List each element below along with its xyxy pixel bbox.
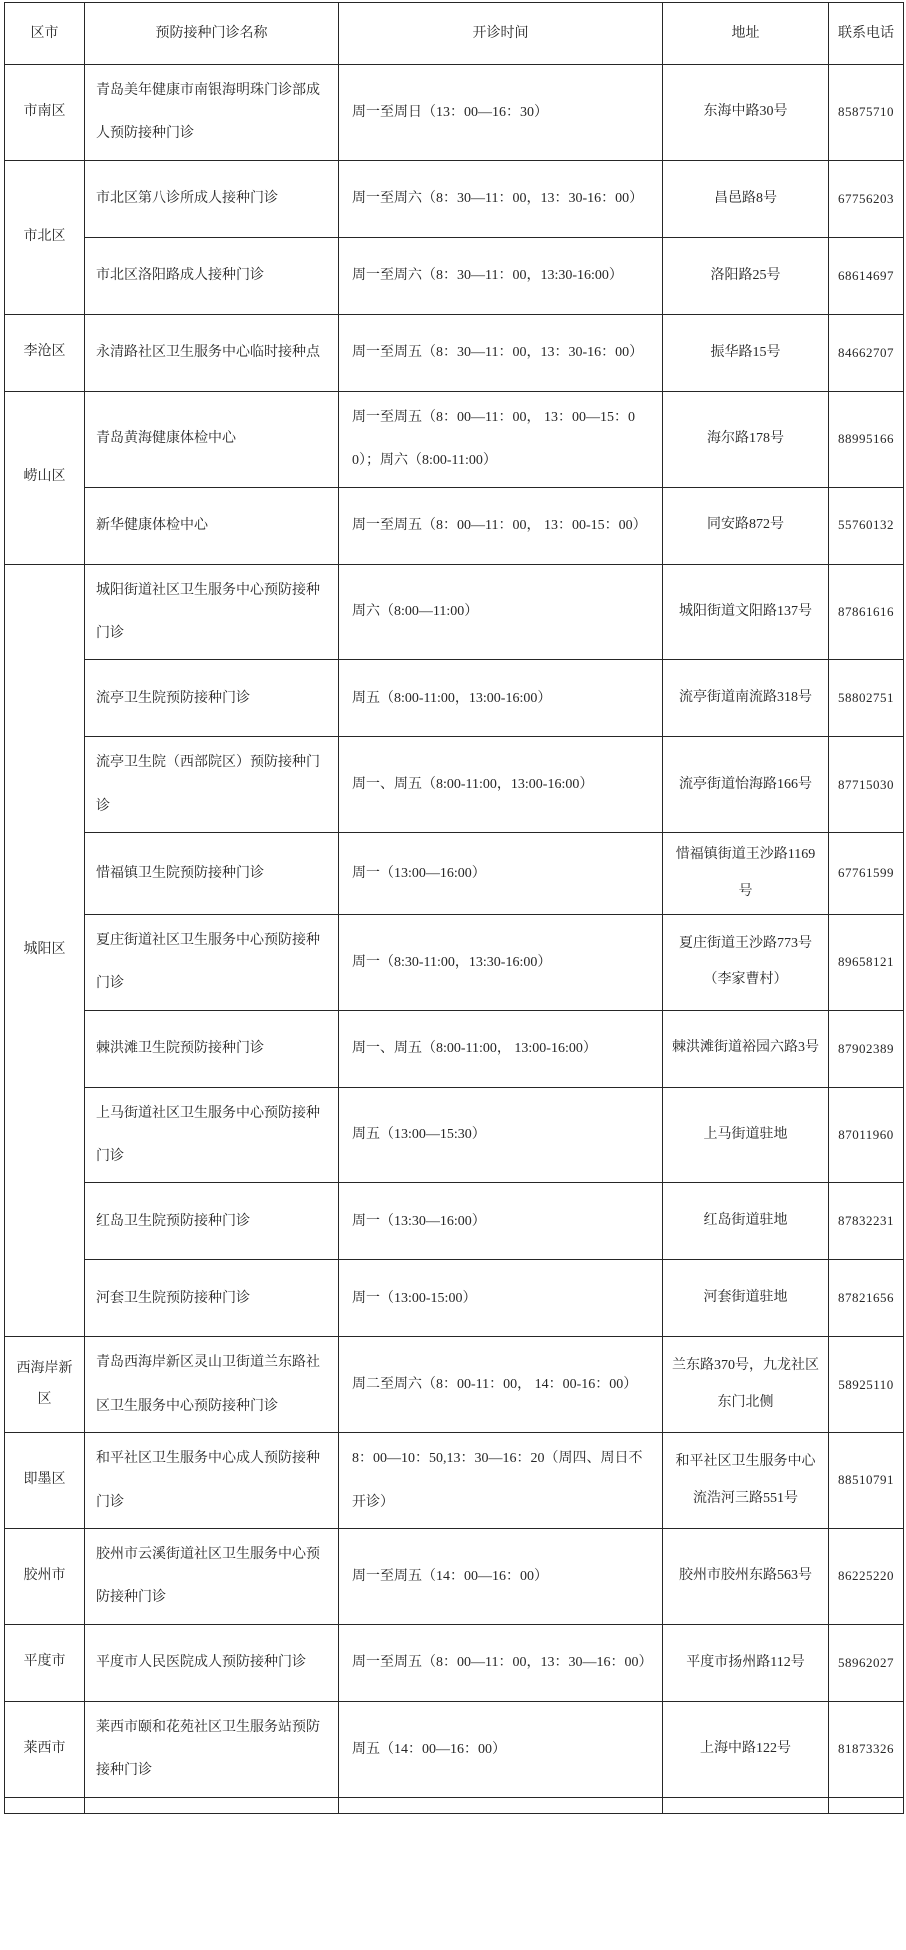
clinic-name-cell: 市北区第八诊所成人接种门诊 bbox=[85, 160, 339, 237]
phone-cell: 58802751 bbox=[829, 660, 904, 737]
clinic-name-cell: 流亭卫生院（西部院区）预防接种门诊 bbox=[85, 737, 339, 833]
district-cell: 市南区 bbox=[5, 65, 85, 161]
header-cell-clinic-name: 预防接种门诊名称 bbox=[85, 3, 339, 65]
hours-cell: 周一（13:30—16:00） bbox=[339, 1183, 663, 1260]
hours-cell: 周一、周五（8:00-11:00， 13:00-16:00） bbox=[339, 1010, 663, 1087]
clinic-name-cell: 惜福镇卫生院预防接种门诊 bbox=[85, 833, 339, 915]
clinic-name-cell: 市北区洛阳路成人接种门诊 bbox=[85, 237, 339, 314]
clinic-name-cell: 和平社区卫生服务中心成人预防接种门诊 bbox=[85, 1433, 339, 1529]
empty-cell bbox=[85, 1797, 339, 1813]
address-cell: 河套街道驻地 bbox=[663, 1260, 829, 1337]
district-cell: 莱西市 bbox=[5, 1701, 85, 1797]
table-row bbox=[5, 391, 904, 487]
clinic-name-cell: 永清路社区卫生服务中心临时接种点 bbox=[85, 314, 339, 391]
hours-cell: 周一至周五（8：00—11：00， 13：00-15：00） bbox=[339, 487, 663, 564]
table-row bbox=[5, 1624, 904, 1701]
address-cell: 上海中路122号 bbox=[663, 1701, 829, 1797]
clinic-name-cell: 流亭卫生院预防接种门诊 bbox=[85, 660, 339, 737]
table-row bbox=[5, 1260, 904, 1337]
table-row bbox=[5, 237, 904, 314]
hours-cell: 周一至周五（8：00—11：00，13：30—16：00） bbox=[339, 1624, 663, 1701]
address-cell: 兰东路370号，九龙社区东门北侧 bbox=[663, 1337, 829, 1433]
phone-cell: 87861616 bbox=[829, 564, 904, 660]
empty-cell bbox=[663, 1797, 829, 1813]
phone-cell: 86225220 bbox=[829, 1529, 904, 1625]
hours-cell: 周一至周五（14：00—16：00） bbox=[339, 1529, 663, 1625]
address-cell: 流亭街道怡海路166号 bbox=[663, 737, 829, 833]
table-row bbox=[5, 65, 904, 161]
header-cell-district: 区市 bbox=[5, 3, 85, 65]
address-cell: 海尔路178号 bbox=[663, 391, 829, 487]
address-cell: 胶州市胶州东路563号 bbox=[663, 1529, 829, 1625]
table-row bbox=[5, 737, 904, 833]
phone-cell: 89658121 bbox=[829, 914, 904, 1010]
clinic-name-cell: 上马街道社区卫生服务中心预防接种门诊 bbox=[85, 1087, 339, 1183]
hours-cell: 周五（13:00—15:30） bbox=[339, 1087, 663, 1183]
table-row bbox=[5, 660, 904, 737]
table-row bbox=[5, 314, 904, 391]
hours-cell: 周一至周五（8：30—11：00，13：30-16：00） bbox=[339, 314, 663, 391]
table-row bbox=[5, 833, 904, 915]
header-cell-phone: 联系电话 bbox=[829, 3, 904, 65]
clinic-name-cell: 红岛卫生院预防接种门诊 bbox=[85, 1183, 339, 1260]
clinic-name-cell: 河套卫生院预防接种门诊 bbox=[85, 1260, 339, 1337]
district-cell: 平度市 bbox=[5, 1624, 85, 1701]
phone-cell: 67761599 bbox=[829, 833, 904, 915]
clinic-name-cell: 青岛西海岸新区灵山卫街道兰东路社区卫生服务中心预防接种门诊 bbox=[85, 1337, 339, 1433]
district-cell: 胶州市 bbox=[5, 1529, 85, 1625]
empty-cell bbox=[829, 1797, 904, 1813]
district-cell: 市北区 bbox=[5, 160, 85, 314]
phone-cell: 87832231 bbox=[829, 1183, 904, 1260]
address-cell: 昌邑路8号 bbox=[663, 160, 829, 237]
empty-cell bbox=[339, 1797, 663, 1813]
district-cell: 西海岸新区 bbox=[5, 1337, 85, 1433]
partial-empty-row bbox=[5, 1797, 904, 1813]
address-cell: 东海中路30号 bbox=[663, 65, 829, 161]
table-row bbox=[5, 1529, 904, 1625]
address-cell: 洛阳路25号 bbox=[663, 237, 829, 314]
phone-cell: 67756203 bbox=[829, 160, 904, 237]
address-cell: 城阳街道文阳路137号 bbox=[663, 564, 829, 660]
address-cell: 平度市扬州路112号 bbox=[663, 1624, 829, 1701]
phone-cell: 58925110 bbox=[829, 1337, 904, 1433]
address-cell: 上马街道驻地 bbox=[663, 1087, 829, 1183]
hours-cell: 周五（14：00—16：00） bbox=[339, 1701, 663, 1797]
hours-cell: 周一至周六（8：30—11：00，13:30-16:00） bbox=[339, 237, 663, 314]
hours-cell: 周一至周日（13：00—16：30） bbox=[339, 65, 663, 161]
phone-cell: 87715030 bbox=[829, 737, 904, 833]
hours-cell: 周六（8:00—11:00） bbox=[339, 564, 663, 660]
hours-cell: 8：00—10：50,13：30—16：20（周四、周日不开诊） bbox=[339, 1433, 663, 1529]
district-cell: 崂山区 bbox=[5, 391, 85, 564]
address-cell: 振华路15号 bbox=[663, 314, 829, 391]
table-row bbox=[5, 914, 904, 1010]
table-row bbox=[5, 1701, 904, 1797]
hours-cell: 周一至周六（8：30—11：00，13：30-16：00） bbox=[339, 160, 663, 237]
phone-cell: 87011960 bbox=[829, 1087, 904, 1183]
address-cell: 红岛街道驻地 bbox=[663, 1183, 829, 1260]
table-row bbox=[5, 160, 904, 237]
clinic-name-cell: 莱西市颐和花苑社区卫生服务站预防接种门诊 bbox=[85, 1701, 339, 1797]
hours-cell: 周一（13:00—16:00） bbox=[339, 833, 663, 915]
table-row bbox=[5, 1433, 904, 1529]
phone-cell: 87821656 bbox=[829, 1260, 904, 1337]
phone-cell: 55760132 bbox=[829, 487, 904, 564]
address-cell: 惜福镇街道王沙路1169号 bbox=[663, 833, 829, 915]
header-cell-hours: 开诊时间 bbox=[339, 3, 663, 65]
district-cell: 李沧区 bbox=[5, 314, 85, 391]
table-row bbox=[5, 487, 904, 564]
table-row bbox=[5, 1183, 904, 1260]
table-row bbox=[5, 1087, 904, 1183]
empty-cell bbox=[5, 1797, 85, 1813]
address-cell: 同安路872号 bbox=[663, 487, 829, 564]
clinic-name-cell: 棘洪滩卫生院预防接种门诊 bbox=[85, 1010, 339, 1087]
table-row bbox=[5, 1010, 904, 1087]
district-cell: 城阳区 bbox=[5, 564, 85, 1337]
header-row bbox=[5, 3, 904, 65]
clinic-name-cell: 青岛黄海健康体检中心 bbox=[85, 391, 339, 487]
phone-cell: 84662707 bbox=[829, 314, 904, 391]
vaccination-clinics-table bbox=[4, 2, 904, 1814]
table-row bbox=[5, 1337, 904, 1433]
address-cell: 和平社区卫生服务中心流浩河三路551号 bbox=[663, 1433, 829, 1529]
phone-cell: 87902389 bbox=[829, 1010, 904, 1087]
clinic-name-cell: 城阳街道社区卫生服务中心预防接种门诊 bbox=[85, 564, 339, 660]
clinic-name-cell: 青岛美年健康市南银海明珠门诊部成人预防接种门诊 bbox=[85, 65, 339, 161]
hours-cell: 周二至周六（8：00-11：00， 14：00-16：00） bbox=[339, 1337, 663, 1433]
address-cell: 夏庄街道王沙路773号（李家曹村） bbox=[663, 914, 829, 1010]
phone-cell: 81873326 bbox=[829, 1701, 904, 1797]
phone-cell: 88995166 bbox=[829, 391, 904, 487]
phone-cell: 85875710 bbox=[829, 65, 904, 161]
phone-cell: 88510791 bbox=[829, 1433, 904, 1529]
hours-cell: 周五（8:00-11:00，13:00-16:00） bbox=[339, 660, 663, 737]
clinic-name-cell: 平度市人民医院成人预防接种门诊 bbox=[85, 1624, 339, 1701]
hours-cell: 周一（13:00-15:00） bbox=[339, 1260, 663, 1337]
table-body bbox=[5, 65, 904, 1814]
table-header bbox=[5, 3, 904, 65]
hours-cell: 周一、周五（8:00-11:00，13:00-16:00） bbox=[339, 737, 663, 833]
address-cell: 棘洪滩街道裕园六路3号 bbox=[663, 1010, 829, 1087]
clinic-name-cell: 新华健康体检中心 bbox=[85, 487, 339, 564]
hours-cell: 周一（8:30-11:00，13:30-16:00） bbox=[339, 914, 663, 1010]
clinic-name-cell: 夏庄街道社区卫生服务中心预防接种门诊 bbox=[85, 914, 339, 1010]
header-cell-address: 地址 bbox=[663, 3, 829, 65]
district-cell: 即墨区 bbox=[5, 1433, 85, 1529]
phone-cell: 58962027 bbox=[829, 1624, 904, 1701]
clinic-name-cell: 胶州市云溪街道社区卫生服务中心预防接种门诊 bbox=[85, 1529, 339, 1625]
phone-cell: 68614697 bbox=[829, 237, 904, 314]
hours-cell: 周一至周五（8：00—11：00， 13：00—15：00）；周六（8:00-11:00） bbox=[339, 391, 663, 487]
address-cell: 流亭街道南流路318号 bbox=[663, 660, 829, 737]
table-row bbox=[5, 564, 904, 660]
